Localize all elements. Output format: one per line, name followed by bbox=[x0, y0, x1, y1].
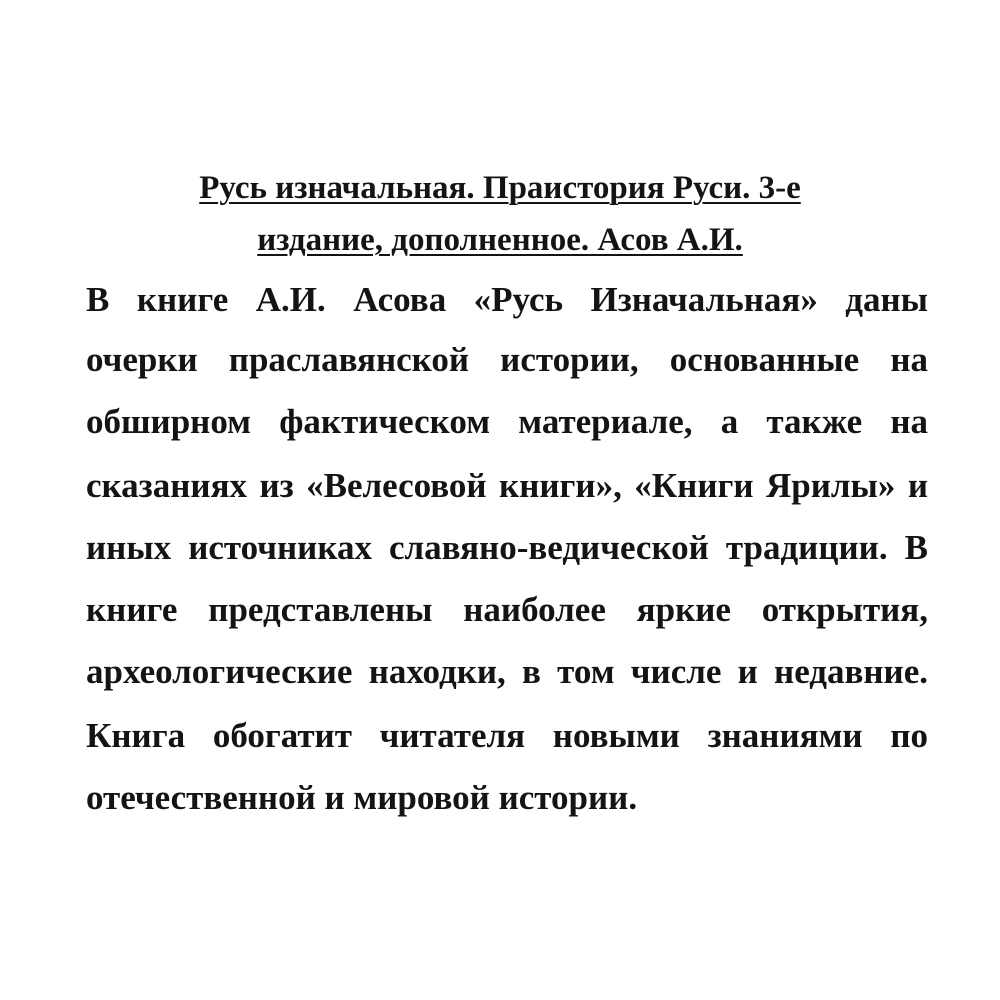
body-line-9: отечественной и мировой истории. bbox=[86, 778, 638, 817]
body-line-7: археологические находки, в том числе и недавние. bbox=[86, 652, 928, 691]
body-line-8: Книга обогатит читателя новыми знаниями по bbox=[86, 716, 928, 755]
document-title-line-2: издание, дополненное. Асов А.И. bbox=[257, 222, 743, 258]
body-line-2: очерки праславянской истории, основанные на bbox=[86, 340, 928, 379]
body-line-4: сказаниях из «Велесовой книги», «Книги Ярилы» и bbox=[86, 466, 928, 505]
document-title-line-1: Русь изначальная. Праистория Руси. 3-е bbox=[199, 170, 801, 206]
body-line-3: обширном фактическом материале, а также на bbox=[86, 402, 928, 441]
body-line-6: книге представлены наиболее яркие открытия, bbox=[86, 590, 928, 629]
body-line-1: В книге А.И. Асова «Русь Изначальная» даны bbox=[86, 280, 928, 319]
body-line-5: иных источниках славяно-ведической традиции. В bbox=[86, 528, 928, 567]
